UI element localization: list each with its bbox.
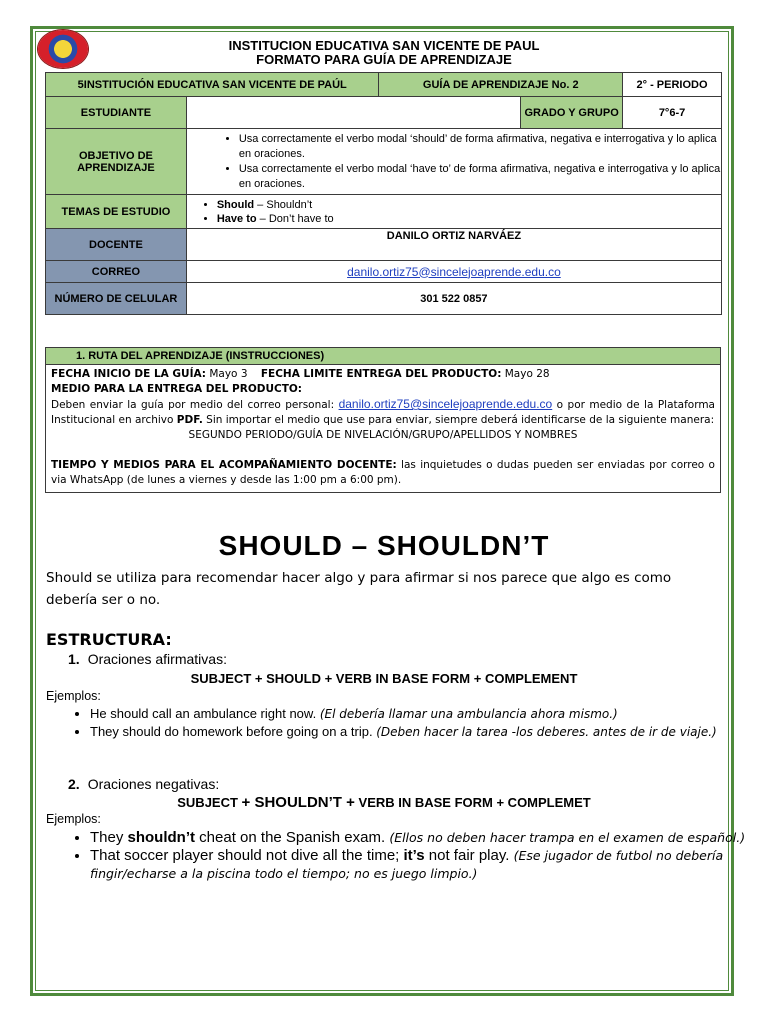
objective-item: • Usa correctamente el verbo modal ‘should’ de forma afirmativa, negativa e interrogativa y lo aplica en oraciones.: [239, 132, 721, 162]
example-item: • That soccer player should not dive all the time; it’s not fair play. (Ese jugador de futbol no debería fingir/echarse a la piscina todo el tiempo; no es juego limpio.): [90, 847, 766, 883]
identification-format: SEGUNDO PERIODO/GUÍA DE NIVELACIÓN/GRUPO/APELLIDOS Y NOMBRES: [188, 429, 578, 441]
lesson-intro: Should se utiliza para recomendar hacer algo y para afirmar si nos parece que algo es como debería ser o no.: [46, 570, 672, 608]
period-cell: 2° - PERIODO: [623, 73, 722, 97]
header-format-title: FORMATO PARA GUÍA DE APRENDIZAJE: [256, 52, 512, 67]
affirmative-formula: SUBJECT + SHOULD + VERB IN BASE FORM + COMPLEMENT: [190, 671, 578, 686]
header-school-name: INSTITUCION EDUCATIVA SAN VICENTE DE PAUL: [228, 38, 540, 53]
affirmative-heading: 1. Oraciones afirmativas:: [68, 651, 227, 667]
topic-item: • Should – Shouldn’t: [217, 198, 721, 212]
student-label: ESTUDIANTE: [46, 97, 187, 129]
email-cell: [186, 261, 721, 283]
example-item: • They shouldn’t cheat on the Spanish exam. (Ellos no deben hacer trampa en el examen de español.): [90, 829, 766, 847]
objective-cell: [186, 129, 721, 195]
school-cell: 5INSTITUCIÓN EDUCATIVA SAN VICENTE DE PAÚL: [46, 73, 379, 97]
negative-formula: SUBJECT + SHOULDN’T + VERB IN BASE FORM + COMPLEMET: [177, 794, 591, 811]
student-field[interactable]: [186, 97, 520, 129]
support-text: TIEMPO Y MEDIOS PARA EL ACOMPAÑAMIENTO DOCENTE: las inquietudes o dudas pueden ser enviadas por correo o via WhatsApp (de lunes a viernes y desde las 1:00 pm a 6:00 pm).: [51, 459, 715, 486]
delivery-heading: MEDIO PARA LA ENTREGA DEL PRODUCTO:: [51, 383, 302, 395]
phone-value: 301 522 0857: [186, 283, 721, 315]
objective-item: • Usa correctamente el verbo modal ‘have to’ de forma afirmativa, negativa e interrogativa y lo aplica en oraciones.: [239, 162, 721, 192]
examples-label: Ejemplos:: [46, 689, 101, 703]
topic-item: • Have to – Don’t have to: [217, 212, 721, 226]
guide-number-cell: GUÍA DE APRENDIZAJE No. 2: [379, 73, 623, 97]
delivery-text: Deben enviar la guía por medio del correo personal: danilo.ortiz75@sincelejoaprende.edu.co o por medio de la Plataforma Institucional en archivo PDF. Sin importar el medio que use para enviar, siempre deberá identificarse de la siguiente manera:: [51, 397, 715, 426]
teacher-value: DANILO ORTIZ NARVÁEZ: [186, 229, 721, 261]
delivery-email-link[interactable]: danilo.ortiz75@sincelejoaprende.edu.co: [338, 397, 553, 411]
grade-value: 7°6-7: [623, 97, 722, 129]
instructions-body: [46, 365, 720, 492]
grade-label: GRADO Y GRUPO: [521, 97, 623, 129]
phone-label: NÚMERO DE CELULAR: [46, 283, 187, 315]
topics-label: TEMAS DE ESTUDIO: [46, 195, 187, 229]
topics-list: [187, 198, 721, 226]
objective-label: OBJETIVO DE APRENDIZAJE: [46, 129, 187, 195]
structure-heading: ESTRUCTURA:: [46, 630, 172, 649]
example-item: • He should call an ambulance right now. (El debería llamar una ambulancia ahora mismo.): [90, 705, 766, 723]
instructions-heading: 1. RUTA DEL APRENDIZAJE (INSTRUCCIONES): [46, 348, 720, 365]
negative-examples: [46, 829, 766, 883]
affirmative-examples: [46, 705, 766, 741]
info-table: [45, 72, 722, 315]
lesson-title: SHOULD – SHOULDN’T: [218, 530, 550, 561]
teacher-label: DOCENTE: [46, 229, 187, 261]
teacher-email-link[interactable]: danilo.ortiz75@sincelejoaprende.edu.co: [347, 264, 561, 279]
email-label: CORREO: [46, 261, 187, 283]
dates-line: FECHA INICIO DE LA GUÍA: Mayo 3 FECHA LIMITE ENTREGA DEL PRODUCTO: Mayo 28: [51, 368, 550, 380]
examples-label: Ejemplos:: [46, 812, 101, 826]
negative-heading: 2. Oraciones negativas:: [68, 776, 220, 792]
topics-cell: [186, 195, 721, 229]
instructions-box: [45, 347, 721, 493]
example-item: • They should do homework before going on a trip. (Deben hacer la tarea -los deberes. antes de ir de viaje.): [90, 723, 766, 741]
objective-list: [187, 132, 721, 192]
